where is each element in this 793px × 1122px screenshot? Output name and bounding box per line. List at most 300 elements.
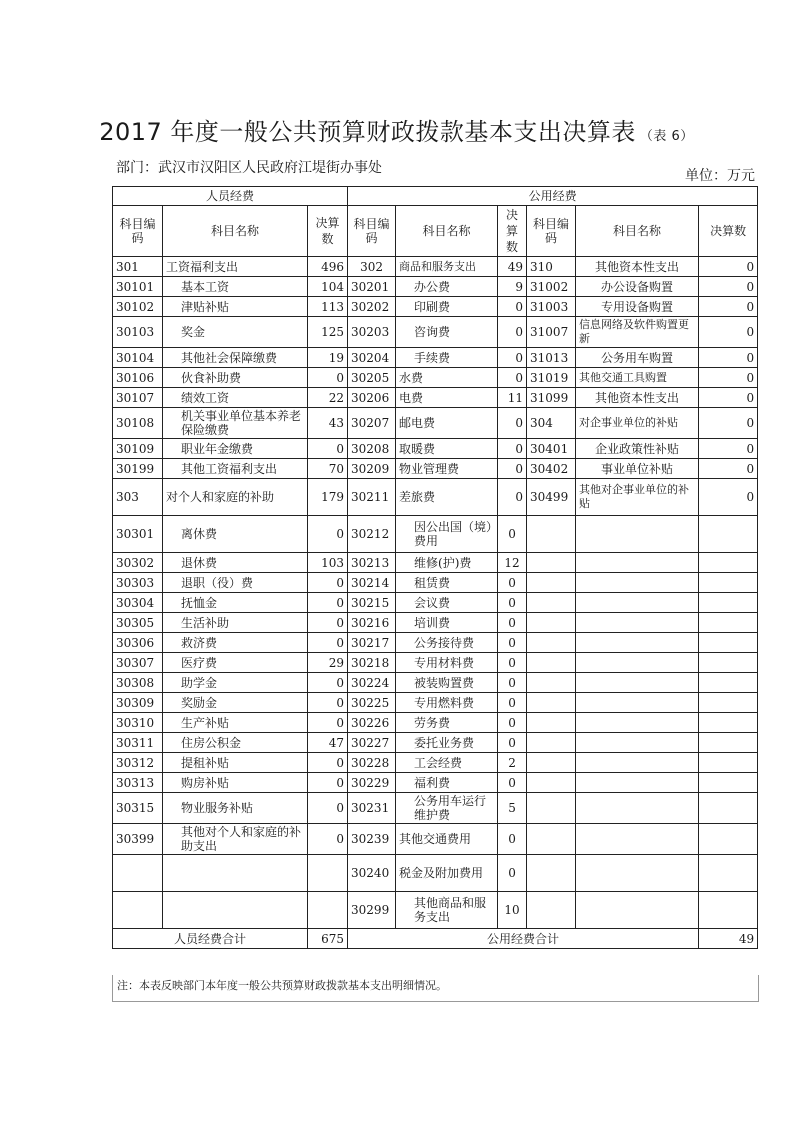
personnel-code-cell: 30307	[113, 653, 163, 673]
goods-code-cell: 30208	[348, 439, 396, 459]
goods-name-cell: 差旅费	[396, 479, 498, 516]
personnel-amount-cell: 0	[308, 633, 348, 653]
capital-code-cell: 31007	[527, 317, 576, 348]
goods-code-cell: 30209	[348, 459, 396, 479]
capital-name-cell	[576, 633, 699, 653]
capital-code-cell	[527, 653, 576, 673]
table-row	[113, 613, 758, 633]
personnel-name-cell	[163, 892, 308, 929]
personnel-amount-cell	[308, 855, 348, 892]
table-row	[113, 793, 758, 824]
goods-code-cell: 30239	[348, 824, 396, 855]
table-row	[113, 633, 758, 653]
personnel-code-cell: 30304	[113, 593, 163, 613]
capital-amount-cell	[699, 824, 758, 855]
personnel-amount-cell: 0	[308, 793, 348, 824]
capital-name-cell: 企业政策性补贴	[576, 439, 699, 459]
capital-code-cell: 31099	[527, 388, 576, 408]
public-group-header: 公用经费	[348, 187, 758, 206]
personnel-amount-cell: 104	[308, 277, 348, 297]
personnel-name-cell: 工资福利支出	[163, 257, 308, 277]
table-row	[113, 773, 758, 793]
goods-name-cell: 培训费	[396, 613, 498, 633]
table-row	[113, 733, 758, 753]
table-row	[113, 824, 758, 855]
capital-amount-cell: 0	[699, 297, 758, 317]
capital-name-cell	[576, 713, 699, 733]
capital-name-cell	[576, 693, 699, 713]
personnel-amount-cell: 0	[308, 693, 348, 713]
goods-name-cell: 印刷费	[396, 297, 498, 317]
capital-code-cell: 31013	[527, 348, 576, 368]
personnel-name-cell: 生产补贴	[163, 713, 308, 733]
goods-code-cell: 30227	[348, 733, 396, 753]
personnel-code-cell: 30104	[113, 348, 163, 368]
personnel-code-cell: 30109	[113, 439, 163, 459]
personnel-code-cell: 30308	[113, 673, 163, 693]
goods-name-cell: 公务用车运行维护费	[396, 793, 498, 824]
table-row	[113, 573, 758, 593]
capital-name-cell: 公务用车购置	[576, 348, 699, 368]
goods-amount-cell: 0	[498, 439, 527, 459]
personnel-code-cell: 30303	[113, 573, 163, 593]
personnel-code-cell: 30399	[113, 824, 163, 855]
header-capital-name: 科目名称	[576, 206, 699, 257]
capital-amount-cell	[699, 693, 758, 713]
personnel-total-value: 675	[308, 929, 348, 949]
table-row	[113, 439, 758, 459]
capital-name-cell	[576, 553, 699, 573]
personnel-code-cell: 30103	[113, 317, 163, 348]
goods-name-cell: 租赁费	[396, 573, 498, 593]
goods-amount-cell: 0	[498, 613, 527, 633]
capital-amount-cell	[699, 753, 758, 773]
goods-amount-cell: 0	[498, 459, 527, 479]
title-main: 2017 年度一般公共预算财政拨款基本支出决算表	[99, 118, 636, 146]
page-title	[0, 112, 793, 147]
personnel-name-cell: 退休费	[163, 553, 308, 573]
group-header-row	[113, 187, 758, 206]
goods-amount-cell: 0	[498, 368, 527, 388]
totals-row	[113, 929, 758, 949]
capital-name-cell	[576, 516, 699, 553]
goods-amount-cell: 0	[498, 673, 527, 693]
capital-amount-cell	[699, 855, 758, 892]
goods-name-cell: 专用燃料费	[396, 693, 498, 713]
capital-amount-cell: 0	[699, 459, 758, 479]
table-row	[113, 713, 758, 733]
capital-amount-cell: 0	[699, 368, 758, 388]
header-personnel-code: 科目编码	[113, 206, 163, 257]
capital-name-cell: 其他资本性支出	[576, 257, 699, 277]
table-row	[113, 368, 758, 388]
goods-name-cell: 因公出国（境）费用	[396, 516, 498, 553]
capital-code-cell	[527, 892, 576, 929]
goods-name-cell: 维修(护)费	[396, 553, 498, 573]
goods-amount-cell: 0	[498, 348, 527, 368]
goods-amount-cell: 5	[498, 793, 527, 824]
table-row	[113, 388, 758, 408]
capital-code-cell	[527, 633, 576, 653]
goods-code-cell: 30201	[348, 277, 396, 297]
expenditure-table	[112, 186, 758, 949]
goods-amount-cell: 0	[498, 653, 527, 673]
goods-name-cell: 手续费	[396, 348, 498, 368]
goods-amount-cell: 0	[498, 855, 527, 892]
table-row	[113, 317, 758, 348]
goods-code-cell: 30214	[348, 573, 396, 593]
personnel-code-cell: 30106	[113, 368, 163, 388]
goods-amount-cell: 0	[498, 317, 527, 348]
personnel-code-cell: 30107	[113, 388, 163, 408]
capital-name-cell: 信息网络及软件购置更新	[576, 317, 699, 348]
personnel-amount-cell	[308, 892, 348, 929]
capital-name-cell	[576, 855, 699, 892]
personnel-name-cell	[163, 855, 308, 892]
capital-amount-cell	[699, 613, 758, 633]
personnel-name-cell: 绩效工资	[163, 388, 308, 408]
capital-name-cell	[576, 773, 699, 793]
capital-code-cell	[527, 793, 576, 824]
table-row	[113, 257, 758, 277]
table-row	[113, 892, 758, 929]
capital-code-cell	[527, 733, 576, 753]
table-row	[113, 479, 758, 516]
personnel-amount-cell: 0	[308, 368, 348, 388]
personnel-amount-cell: 0	[308, 439, 348, 459]
personnel-amount-cell: 113	[308, 297, 348, 317]
personnel-name-cell: 职业年金缴费	[163, 439, 308, 459]
table-row	[113, 653, 758, 673]
capital-code-cell: 31019	[527, 368, 576, 388]
capital-code-cell	[527, 673, 576, 693]
header-capital-amount: 决算数	[699, 206, 758, 257]
goods-amount-cell: 2	[498, 753, 527, 773]
personnel-code-cell: 30312	[113, 753, 163, 773]
personnel-amount-cell: 19	[308, 348, 348, 368]
personnel-amount-cell: 103	[308, 553, 348, 573]
capital-amount-cell: 0	[699, 277, 758, 297]
capital-code-cell: 304	[527, 408, 576, 439]
goods-code-cell: 30213	[348, 553, 396, 573]
capital-amount-cell	[699, 892, 758, 929]
table-row	[113, 459, 758, 479]
capital-code-cell	[527, 824, 576, 855]
goods-code-cell: 30224	[348, 673, 396, 693]
capital-code-cell	[527, 516, 576, 553]
goods-code-cell: 30205	[348, 368, 396, 388]
capital-code-cell	[527, 593, 576, 613]
goods-name-cell: 取暖费	[396, 439, 498, 459]
capital-code-cell: 30402	[527, 459, 576, 479]
goods-code-cell: 30207	[348, 408, 396, 439]
capital-amount-cell	[699, 733, 758, 753]
personnel-name-cell: 其他社会保障缴费	[163, 348, 308, 368]
personnel-name-cell: 奖励金	[163, 693, 308, 713]
capital-name-cell	[576, 573, 699, 593]
table-row	[113, 348, 758, 368]
personnel-name-cell: 住房公积金	[163, 733, 308, 753]
personnel-name-cell: 离休费	[163, 516, 308, 553]
goods-amount-cell: 0	[498, 733, 527, 753]
goods-name-cell: 劳务费	[396, 713, 498, 733]
personnel-name-cell: 其他对个人和家庭的补助支出	[163, 824, 308, 855]
table-row	[113, 593, 758, 613]
capital-name-cell	[576, 593, 699, 613]
personnel-name-cell: 提租补贴	[163, 753, 308, 773]
capital-amount-cell: 0	[699, 257, 758, 277]
goods-name-cell: 邮电费	[396, 408, 498, 439]
personnel-amount-cell: 29	[308, 653, 348, 673]
personnel-amount-cell: 0	[308, 713, 348, 733]
personnel-name-cell: 退职（役）费	[163, 573, 308, 593]
personnel-code-cell: 30199	[113, 459, 163, 479]
capital-code-cell	[527, 553, 576, 573]
capital-amount-cell: 0	[699, 408, 758, 439]
header-goods-code: 科目编码	[348, 206, 396, 257]
table-row	[113, 408, 758, 439]
goods-code-cell: 30299	[348, 892, 396, 929]
personnel-amount-cell: 0	[308, 573, 348, 593]
goods-code-cell: 30204	[348, 348, 396, 368]
personnel-name-cell: 抚恤金	[163, 593, 308, 613]
capital-name-cell: 事业单位补贴	[576, 459, 699, 479]
goods-amount-cell: 9	[498, 277, 527, 297]
table-row	[113, 297, 758, 317]
goods-code-cell: 30202	[348, 297, 396, 317]
capital-amount-cell	[699, 773, 758, 793]
goods-code-cell: 30203	[348, 317, 396, 348]
personnel-name-cell: 助学金	[163, 673, 308, 693]
goods-code-cell: 30211	[348, 479, 396, 516]
goods-code-cell: 302	[348, 257, 396, 277]
personnel-name-cell: 购房补贴	[163, 773, 308, 793]
goods-name-cell: 公务接待费	[396, 633, 498, 653]
goods-code-cell: 30225	[348, 693, 396, 713]
goods-code-cell: 30215	[348, 593, 396, 613]
capital-amount-cell: 0	[699, 439, 758, 459]
personnel-name-cell: 伙食补助费	[163, 368, 308, 388]
capital-amount-cell: 0	[699, 317, 758, 348]
personnel-amount-cell: 0	[308, 516, 348, 553]
public-total-value: 49	[699, 929, 758, 949]
personnel-amount-cell: 179	[308, 479, 348, 516]
capital-amount-cell	[699, 673, 758, 693]
capital-name-cell	[576, 733, 699, 753]
unit-label: 单位：万元	[685, 168, 755, 184]
personnel-code-cell: 30108	[113, 408, 163, 439]
personnel-amount-cell: 0	[308, 824, 348, 855]
table-row	[113, 277, 758, 297]
personnel-amount-cell: 22	[308, 388, 348, 408]
capital-code-cell	[527, 713, 576, 733]
personnel-group-header: 人员经费	[113, 187, 348, 206]
capital-code-cell	[527, 855, 576, 892]
capital-name-cell: 其他资本性支出	[576, 388, 699, 408]
goods-name-cell: 委托业务费	[396, 733, 498, 753]
personnel-amount-cell: 70	[308, 459, 348, 479]
goods-code-cell: 30240	[348, 855, 396, 892]
goods-code-cell: 30229	[348, 773, 396, 793]
capital-code-cell	[527, 613, 576, 633]
capital-name-cell: 其他对企事业单位的补贴	[576, 479, 699, 516]
personnel-code-cell	[113, 855, 163, 892]
personnel-name-cell: 基本工资	[163, 277, 308, 297]
capital-code-cell	[527, 693, 576, 713]
personnel-amount-cell: 43	[308, 408, 348, 439]
goods-code-cell: 30212	[348, 516, 396, 553]
capital-amount-cell	[699, 633, 758, 653]
goods-amount-cell: 0	[498, 516, 527, 553]
personnel-code-cell: 30310	[113, 713, 163, 733]
personnel-name-cell: 医疗费	[163, 653, 308, 673]
personnel-code-cell: 30311	[113, 733, 163, 753]
header-personnel-name: 科目名称	[163, 206, 308, 257]
table-row	[113, 753, 758, 773]
table-row	[113, 553, 758, 573]
goods-amount-cell: 0	[498, 297, 527, 317]
capital-code-cell: 30499	[527, 479, 576, 516]
goods-amount-cell: 0	[498, 773, 527, 793]
capital-name-cell: 专用设备购置	[576, 297, 699, 317]
personnel-amount-cell: 0	[308, 773, 348, 793]
personnel-amount-cell: 125	[308, 317, 348, 348]
capital-amount-cell	[699, 793, 758, 824]
personnel-code-cell: 30305	[113, 613, 163, 633]
goods-name-cell: 被装购置费	[396, 673, 498, 693]
capital-amount-cell: 0	[699, 388, 758, 408]
personnel-amount-cell: 0	[308, 593, 348, 613]
goods-amount-cell: 0	[498, 824, 527, 855]
capital-amount-cell: 0	[699, 348, 758, 368]
personnel-code-cell: 301	[113, 257, 163, 277]
personnel-code-cell: 30101	[113, 277, 163, 297]
table-row	[113, 516, 758, 553]
capital-code-cell: 31002	[527, 277, 576, 297]
capital-code-cell	[527, 753, 576, 773]
goods-amount-cell: 0	[498, 573, 527, 593]
personnel-name-cell: 津贴补贴	[163, 297, 308, 317]
personnel-name-cell: 机关事业单位基本养老保险缴费	[163, 408, 308, 439]
goods-name-cell: 专用材料费	[396, 653, 498, 673]
capital-name-cell	[576, 653, 699, 673]
capital-code-cell: 310	[527, 257, 576, 277]
capital-name-cell	[576, 673, 699, 693]
capital-name-cell	[576, 753, 699, 773]
capital-code-cell	[527, 573, 576, 593]
goods-name-cell: 办公费	[396, 277, 498, 297]
personnel-code-cell: 30313	[113, 773, 163, 793]
personnel-name-cell: 生活补助	[163, 613, 308, 633]
goods-amount-cell: 0	[498, 408, 527, 439]
goods-name-cell: 电费	[396, 388, 498, 408]
capital-code-cell	[527, 773, 576, 793]
personnel-code-cell: 30102	[113, 297, 163, 317]
personnel-code-cell: 30302	[113, 553, 163, 573]
capital-amount-cell	[699, 593, 758, 613]
personnel-amount-cell: 0	[308, 613, 348, 633]
goods-code-cell: 30217	[348, 633, 396, 653]
personnel-name-cell: 物业服务补贴	[163, 793, 308, 824]
personnel-code-cell: 30309	[113, 693, 163, 713]
goods-amount-cell: 0	[498, 593, 527, 613]
header-capital-code: 科目编码	[527, 206, 576, 257]
personnel-code-cell	[113, 892, 163, 929]
personnel-name-cell: 奖金	[163, 317, 308, 348]
personnel-name-cell: 对个人和家庭的补助	[163, 479, 308, 516]
goods-name-cell: 税金及附加费用	[396, 855, 498, 892]
capital-amount-cell	[699, 653, 758, 673]
footnote: 注：本表反映部门本年度一般公共预算财政拨款基本支出明细情况。	[112, 975, 759, 1002]
goods-amount-cell: 49	[498, 257, 527, 277]
capital-name-cell	[576, 793, 699, 824]
goods-amount-cell: 12	[498, 553, 527, 573]
personnel-code-cell: 30315	[113, 793, 163, 824]
personnel-amount-cell: 47	[308, 733, 348, 753]
capital-name-cell	[576, 824, 699, 855]
personnel-amount-cell: 0	[308, 753, 348, 773]
personnel-total-label: 人员经费合计	[113, 929, 308, 949]
capital-name-cell: 其他交通工具购置	[576, 368, 699, 388]
personnel-amount-cell: 496	[308, 257, 348, 277]
goods-amount-cell: 0	[498, 479, 527, 516]
goods-name-cell: 水费	[396, 368, 498, 388]
personnel-code-cell: 30301	[113, 516, 163, 553]
personnel-code-cell: 30306	[113, 633, 163, 653]
personnel-code-cell: 303	[113, 479, 163, 516]
personnel-amount-cell: 0	[308, 673, 348, 693]
goods-name-cell: 工会经费	[396, 753, 498, 773]
table-row	[113, 673, 758, 693]
public-total-label: 公用经费合计	[348, 929, 699, 949]
goods-amount-cell: 0	[498, 713, 527, 733]
capital-amount-cell: 0	[699, 479, 758, 516]
personnel-name-cell: 其他工资福利支出	[163, 459, 308, 479]
department-label: 部门：武汉市汉阳区人民政府江堤街办事处	[116, 160, 382, 176]
capital-name-cell: 对企事业单位的补贴	[576, 408, 699, 439]
table-row	[113, 855, 758, 892]
goods-code-cell: 30226	[348, 713, 396, 733]
header-goods-name: 科目名称	[396, 206, 498, 257]
header-personnel-amount: 决算数	[308, 206, 348, 257]
goods-name-cell: 商品和服务支出	[396, 257, 498, 277]
capital-code-cell: 31003	[527, 297, 576, 317]
goods-name-cell: 其他交通费用	[396, 824, 498, 855]
goods-code-cell: 30228	[348, 753, 396, 773]
goods-code-cell: 30206	[348, 388, 396, 408]
capital-amount-cell	[699, 516, 758, 553]
table-row	[113, 693, 758, 713]
capital-name-cell: 办公设备购置	[576, 277, 699, 297]
capital-amount-cell	[699, 573, 758, 593]
header-goods-amount: 决算数	[498, 206, 527, 257]
goods-name-cell: 会议费	[396, 593, 498, 613]
goods-code-cell: 30231	[348, 793, 396, 824]
goods-amount-cell: 10	[498, 892, 527, 929]
goods-name-cell: 物业管理费	[396, 459, 498, 479]
goods-code-cell: 30216	[348, 613, 396, 633]
goods-name-cell: 其他商品和服务支出	[396, 892, 498, 929]
capital-name-cell	[576, 613, 699, 633]
title-table-number: （表 6）	[639, 129, 694, 144]
goods-amount-cell: 0	[498, 633, 527, 653]
capital-amount-cell	[699, 713, 758, 733]
capital-name-cell	[576, 892, 699, 929]
capital-amount-cell	[699, 553, 758, 573]
goods-name-cell: 福利费	[396, 773, 498, 793]
goods-name-cell: 咨询费	[396, 317, 498, 348]
goods-amount-cell: 0	[498, 693, 527, 713]
